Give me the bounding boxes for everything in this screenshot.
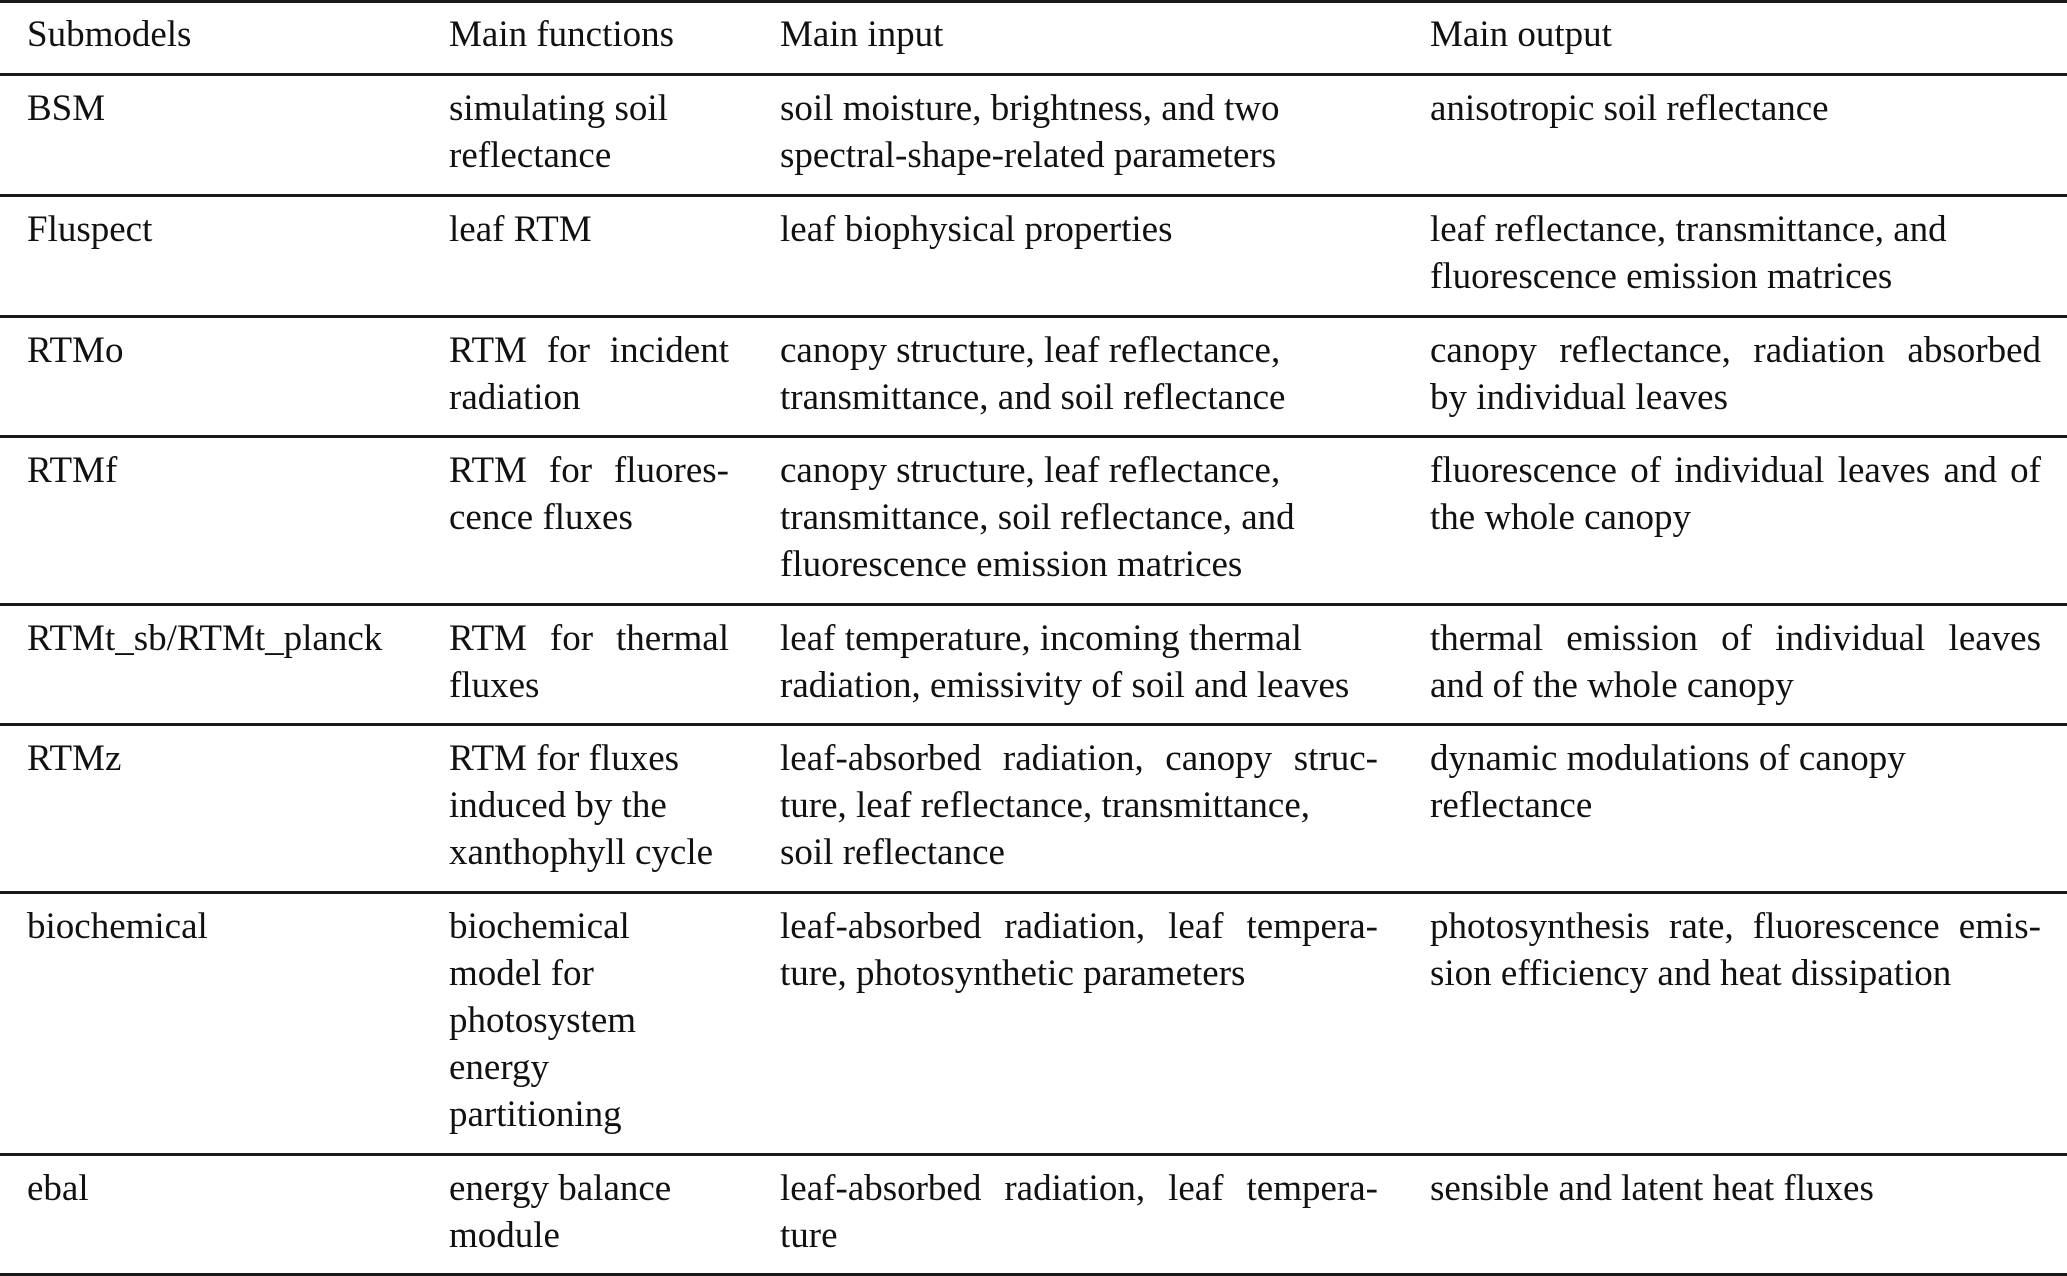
cell-line: by individual leaves xyxy=(1430,377,1728,418)
header-label: Main input xyxy=(780,14,944,55)
cell-line: energy xyxy=(449,1047,549,1088)
submodel-name: biochemical xyxy=(27,906,208,947)
cell-line: the whole canopy xyxy=(1430,497,1691,538)
row-rule xyxy=(0,435,2067,438)
cell-main-output xyxy=(1430,1165,2041,1212)
cell-submodel xyxy=(27,1165,427,1212)
cell-line: RTM for fluxes xyxy=(449,738,680,779)
cell-line: RTM for incident xyxy=(449,330,729,371)
cell-submodel xyxy=(27,85,427,132)
cell-submodel xyxy=(27,447,427,494)
cell-main-functions xyxy=(449,327,729,421)
cell-line: leaf-absorbed radiation, leaf tempera- xyxy=(780,1168,1378,1209)
cell-line: biochemical xyxy=(449,906,630,947)
cell-line: fluxes xyxy=(449,665,540,706)
cell-line: sion efficiency and heat dissipation xyxy=(1430,953,1952,994)
submodel-name: RTMf xyxy=(27,450,118,491)
header-label: Submodels xyxy=(27,14,192,55)
cell-line: leaf RTM xyxy=(449,209,592,250)
row-rule xyxy=(0,315,2067,318)
table-row xyxy=(0,1154,2067,1273)
cell-main-input xyxy=(780,327,1378,421)
cell-line: and of the whole canopy xyxy=(1430,665,1794,706)
row-rule xyxy=(0,891,2067,894)
cell-line: RTM for thermal xyxy=(449,618,729,659)
cell-main-output xyxy=(1430,615,2041,709)
cell-line: spectral-shape-related parameters xyxy=(780,135,1277,176)
cell-line: canopy structure, leaf reflectance, xyxy=(780,330,1281,371)
cell-line: soil reflectance xyxy=(780,832,1005,873)
submodel-name: ebal xyxy=(27,1168,89,1209)
cell-line: transmittance, and soil reflectance xyxy=(780,377,1286,418)
submodel-name: BSM xyxy=(27,88,106,129)
cell-line: induced by the xyxy=(449,785,667,826)
cell-line: soil moisture, brightness, and two xyxy=(780,88,1280,129)
cell-submodel xyxy=(27,206,427,253)
cell-submodel xyxy=(27,615,427,662)
cell-line: leaf-absorbed radiation, leaf tempera- xyxy=(780,906,1378,947)
cell-main-functions xyxy=(449,615,729,709)
cell-main-output xyxy=(1430,85,2041,132)
submodel-name: RTMt_sb/RTMt_planck xyxy=(27,618,383,659)
cell-main-input xyxy=(780,447,1378,588)
cell-line: reflectance xyxy=(449,135,612,176)
cell-submodel xyxy=(27,327,427,374)
cell-line: RTM for fluores- xyxy=(449,450,729,491)
cell-line: transmittance, soil reflectance, and xyxy=(780,497,1295,538)
cell-main-functions xyxy=(449,735,729,876)
row-rule xyxy=(0,723,2067,726)
submodel-name: Fluspect xyxy=(27,209,153,250)
cell-main-output xyxy=(1430,447,2041,541)
cell-main-functions xyxy=(449,447,729,541)
row-rule xyxy=(0,194,2067,197)
cell-main-input xyxy=(780,85,1378,179)
cell-line: leaf temperature, incoming thermal xyxy=(780,618,1302,659)
table-row xyxy=(0,604,2067,724)
header-rule xyxy=(0,73,2067,76)
table-row xyxy=(0,316,2067,436)
cell-submodel xyxy=(27,735,427,782)
header-main-functions xyxy=(449,11,729,58)
table-header-row xyxy=(0,0,2067,74)
cell-main-output xyxy=(1430,327,2041,421)
row-rule xyxy=(0,1153,2067,1156)
cell-line: photosynthesis rate, fluorescence emis- xyxy=(1430,906,2041,947)
cell-line: module xyxy=(449,1215,560,1256)
cell-line: leaf-absorbed radiation, canopy struc- xyxy=(780,738,1378,779)
cell-main-functions xyxy=(449,1165,729,1259)
cell-line: ture xyxy=(780,1215,838,1256)
header-main-output xyxy=(1430,11,2041,58)
cell-line: sensible and latent heat fluxes xyxy=(1430,1168,1874,1209)
header-main-input xyxy=(780,11,1378,58)
row-rule xyxy=(0,603,2067,606)
cell-main-output xyxy=(1430,206,2041,300)
cell-line: xanthophyll cycle xyxy=(449,832,714,873)
cell-line: ture, photosynthetic parameters xyxy=(780,953,1246,994)
cell-line: photosystem xyxy=(449,1000,637,1041)
cell-line: anisotropic soil reflectance xyxy=(1430,88,1829,129)
cell-main-functions xyxy=(449,903,729,1138)
header-submodels xyxy=(27,11,427,58)
cell-line: model for xyxy=(449,953,594,994)
cell-line: canopy reflectance, radiation absorbed xyxy=(1430,330,2041,371)
cell-line: fluorescence emission matrices xyxy=(780,544,1243,585)
cell-line: leaf biophysical properties xyxy=(780,209,1173,250)
cell-line: fluorescence emission matrices xyxy=(1430,256,1893,297)
cell-line: thermal emission of individual leaves xyxy=(1430,618,2041,659)
cell-line: partitioning xyxy=(449,1094,622,1135)
cell-main-functions xyxy=(449,85,729,179)
cell-main-input xyxy=(780,1165,1378,1259)
cell-line: energy balance xyxy=(449,1168,672,1209)
cell-main-input xyxy=(780,206,1378,253)
cell-line: fluorescence of individual leaves and of xyxy=(1430,450,2041,491)
table-row xyxy=(0,74,2067,195)
cell-main-input xyxy=(780,615,1378,709)
cell-line: simulating soil xyxy=(449,88,668,129)
cell-line: cence fluxes xyxy=(449,497,633,538)
cell-line: dynamic modulations of canopy xyxy=(1430,738,1906,779)
cell-line: reflectance xyxy=(1430,785,1593,826)
table-row xyxy=(0,892,2067,1154)
table-row xyxy=(0,195,2067,316)
header-label: Main functions xyxy=(449,14,675,55)
header-label: Main output xyxy=(1430,14,1612,55)
cell-main-functions xyxy=(449,206,729,253)
submodel-name: RTMz xyxy=(27,738,122,779)
table-row xyxy=(0,436,2067,604)
cell-line: ture, leaf reflectance, transmittance, xyxy=(780,785,1311,826)
cell-line: radiation xyxy=(449,377,581,418)
cell-line: radiation, emissivity of soil and leaves xyxy=(780,665,1350,706)
cell-main-output xyxy=(1430,735,2041,829)
cell-line: canopy structure, leaf reflectance, xyxy=(780,450,1281,491)
cell-submodel xyxy=(27,903,427,950)
table-row xyxy=(0,724,2067,892)
cell-main-output xyxy=(1430,903,2041,997)
cell-main-input xyxy=(780,903,1378,997)
cell-main-input xyxy=(780,735,1378,876)
submodel-name: RTMo xyxy=(27,330,124,371)
cell-line: leaf reflectance, transmittance, and xyxy=(1430,209,1947,250)
